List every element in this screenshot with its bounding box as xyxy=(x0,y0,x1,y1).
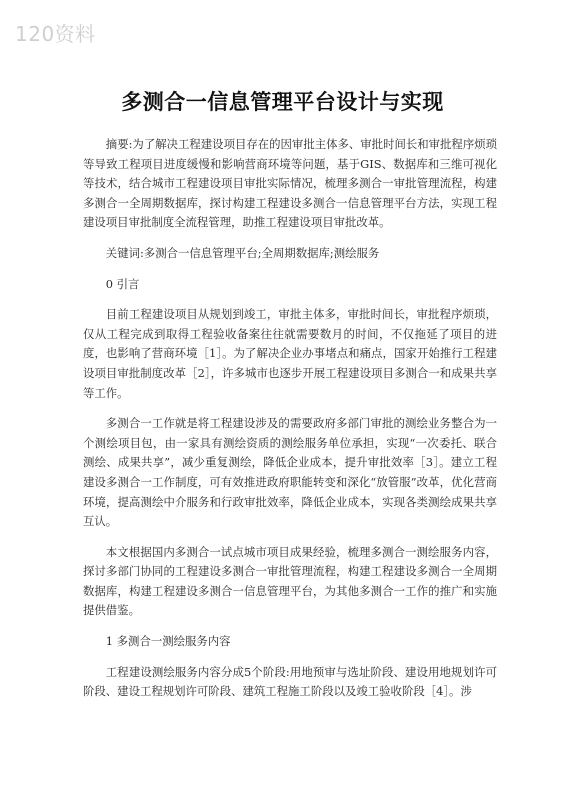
abstract-paragraph: 摘要:为了解决工程建设项目存在的因审批主体多、审批时间长和审批程序烦琐等导致工程项目进度缓慢和影响营商环境等问题，基于GIS、数据库和三维可视化等技术，结合城市工程建设项目审批实际情况，梳理多测合一审批管理流程，构建多测合一全周期数据库，探讨构建工程建设多测合一信息管理平台方法，实现工程建设项目审批制度全流程管理，助推工程建设项目审批改革。 xyxy=(83,137,497,230)
watermark: 120资料 xyxy=(15,22,96,46)
document-title: 多测合一信息管理平台设计与实现 xyxy=(121,90,444,114)
document-body xyxy=(83,135,497,713)
intro-paragraph-2: 多测合一工作就是将工程建设涉及的需要政府多部门审批的测绘业务整合为一个测绘项目包，由一家具有测绘资质的测绘服务单位承担，实现“一次委托、联合测绘、成果共享”，减少重复测绘，降低企业成本，提升审批效率［3］。建立工程建设多测合一工作制度，可有效推进政府职能转变和深化“放管服”改革，优化营商环境，提高测绘中介服务和行政审批效率，降低企业成本，实现各类测绘成果共享互认。 xyxy=(83,416,497,529)
keywords-paragraph: 关键词:多测合一信息管理平台;全周期数据库;测绘服务 xyxy=(105,245,380,260)
intro-paragraph-1: 目前工程建设项目从规划到竣工，审批主体多，审批时间长，审批程序烦琐，仅从工程完成到取得工程验收备案往往就需要数月的时间，不仅拖延了项目的进度，也影响了营商环境［1］。为了解决企业办事堵点和痛点，国家开始推行工程建设项目审批制度改革［2］，许多城市也逐步开展工程建设项目多测合一和成果共享等工作。 xyxy=(83,307,497,400)
section-heading-1: 1 多测合一测绘服务内容 xyxy=(105,634,231,649)
section1-paragraph-1: 工程建设测绘服务内容分成5个阶段:用地预审与选址阶段、建设用地规划许可阶段、建设工程规划许可阶段、建筑工程施工阶段以及竣工验收阶段［4］。涉 xyxy=(83,664,497,699)
intro-paragraph-3: 本文根据国内多测合一试点城市项目成果经验，梳理多测合一测绘服务内容，探讨多部门协同的工程建设多测合一审批管理流程，构建工程建设多测合一全周期数据库，构建工程建设多测合一信息管理平台，为其他多测合一工作的推广和实施提供借鉴。 xyxy=(83,544,497,618)
section-heading-introduction: 0 引言 xyxy=(105,276,140,291)
